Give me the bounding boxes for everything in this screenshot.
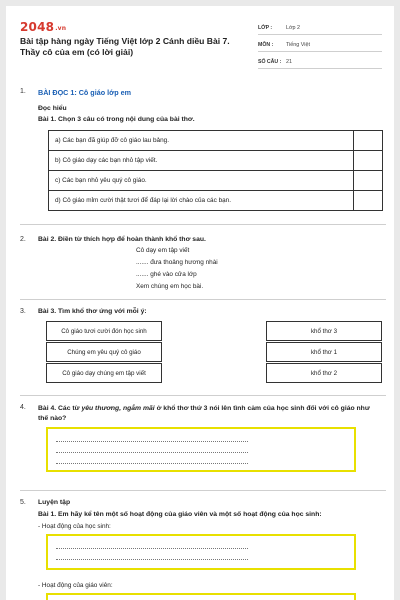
dotted-line — [56, 463, 248, 464]
match-left-item[interactable]: Cô giáo dạy chúng em tập viết — [46, 363, 162, 383]
meta-key: MÔN : — [258, 41, 274, 48]
meta-info — [258, 21, 382, 72]
meta-row-count — [258, 55, 382, 69]
question-number: 3. — [20, 308, 26, 315]
match-left-item[interactable]: Chúng em yêu quý cô giáo — [46, 342, 162, 362]
option-row[interactable] — [49, 151, 383, 171]
question-text — [38, 404, 378, 424]
site-logo[interactable] — [20, 20, 66, 34]
match-right-item[interactable]: khổ thơ 2 — [266, 363, 382, 383]
answer-box[interactable] — [46, 427, 356, 472]
option-text: b) Cô giáo dạy các bạn nhỏ tập viết. — [49, 151, 354, 171]
question-text: Bài 3. Tìm khổ thơ ứng với mỗi ý: — [38, 308, 147, 315]
meta-row-class — [258, 21, 382, 35]
option-row[interactable] — [49, 171, 383, 191]
question-text: Bài 1. Chọn 3 câu có trong nội dung của bài thơ. — [38, 116, 195, 123]
question-text: Bài 2. Điền từ thích hợp để hoàn thành khổ thơ sau. — [38, 236, 206, 243]
answer-box[interactable] — [354, 151, 383, 171]
question-emphasis: yêu thương, ngắm mãi — [81, 405, 155, 412]
poem-line: Xem chúng em học bài. — [136, 283, 204, 290]
option-row[interactable] — [49, 131, 383, 151]
section-heading: Luyện tập — [38, 499, 71, 506]
option-text: d) Cô giáo mỉm cười thật tươi để đáp lại lời chào của các bạn. — [49, 191, 354, 211]
meta-value: 21 — [286, 58, 292, 65]
match-right-item[interactable]: khổ thơ 1 — [266, 342, 382, 362]
logo-suffix: .vn — [55, 25, 67, 32]
meta-value: Lớp 2 — [286, 24, 301, 31]
divider — [20, 224, 386, 225]
meta-key: LỚP : — [258, 24, 273, 31]
meta-key: SỐ CÂU : — [258, 58, 282, 65]
question-number: 2. — [20, 236, 26, 243]
dotted-line — [56, 548, 248, 549]
poem-line: Cô dạy em tập viết — [136, 247, 190, 254]
divider — [20, 395, 386, 396]
answer-box[interactable] — [354, 191, 383, 211]
options-table — [48, 130, 383, 211]
answer-box[interactable] — [354, 171, 383, 191]
question-text-part: Bài 4. Các từ — [38, 405, 82, 412]
dotted-line — [56, 452, 248, 453]
question-text-part: ở khổ thơ thứ 3 nói lên tình cảm của học sinh đối với cô giáo như thế nào? — [38, 405, 370, 422]
page-title: Bài tập hàng ngày Tiếng Việt lớp 2 Cánh diều Bài 7. Thầy cô của em (có lời giải) — [20, 36, 230, 57]
matching-table — [46, 321, 382, 383]
subheading: Đọc hiểu — [38, 105, 67, 112]
option-text: a) Các bạn đã giúp đỡ cô giáo lau bảng. — [49, 131, 354, 151]
question-text: Bài 1. Em hãy kể tên một số hoạt động của giáo viên và một số hoạt động của học sinh: — [38, 511, 322, 518]
answer-box[interactable] — [354, 131, 383, 151]
option-text: c) Các bạn nhỏ yêu quý cô giáo. — [49, 171, 354, 191]
dotted-line — [56, 559, 248, 560]
question-number: 5. — [20, 499, 26, 506]
divider — [20, 490, 386, 491]
section-title: BÀI ĐỌC 1: Cô giáo lớp em — [38, 88, 131, 97]
meta-value: Tiếng Việt — [286, 41, 310, 48]
poem-line: ....... ghé vào cửa lớp — [136, 271, 197, 278]
prompt-label: - Hoạt động của giáo viên: — [38, 582, 113, 589]
match-left-item[interactable]: Cô giáo tươi cười đón học sinh — [46, 321, 162, 341]
question-number: 4. — [20, 404, 26, 411]
match-right-item[interactable]: khổ thơ 3 — [266, 321, 382, 341]
dotted-line — [56, 441, 248, 442]
meta-row-subject — [258, 38, 382, 52]
prompt-label: - Hoạt động của học sinh: — [38, 523, 111, 530]
logo-text: 2048 — [20, 20, 55, 34]
question-number: 1. — [20, 88, 26, 95]
divider — [20, 299, 386, 300]
worksheet-page — [6, 6, 394, 600]
option-row[interactable] — [49, 191, 383, 211]
answer-box[interactable] — [46, 534, 356, 570]
answer-box[interactable] — [46, 593, 356, 600]
poem-line: ....... đưa thoảng hương nhài — [136, 259, 218, 266]
